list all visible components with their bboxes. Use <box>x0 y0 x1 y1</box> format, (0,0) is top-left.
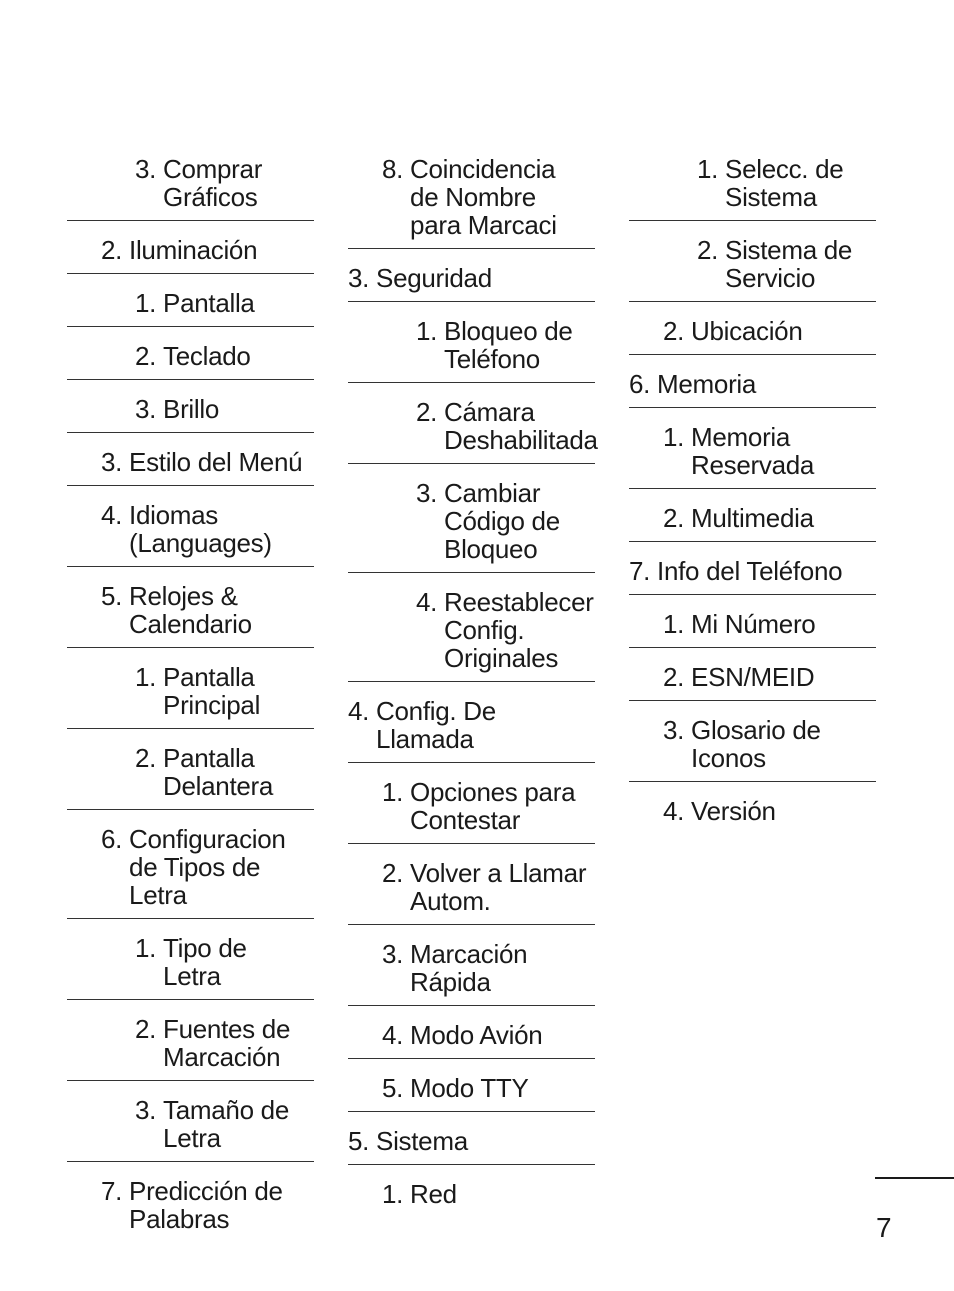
menu-entry <box>67 1162 314 1242</box>
menu-entry-label: Brillo <box>163 394 220 424</box>
menu-entry-number: 6. <box>101 824 123 854</box>
menu-entry-label: Multimedia <box>691 503 814 533</box>
menu-entry <box>67 919 314 1000</box>
menu-entry-spacer <box>156 342 163 370</box>
menu-entry-spacer <box>122 501 129 529</box>
menu-entry-number: 3. <box>135 154 157 184</box>
menu-entry <box>67 433 314 486</box>
menu-entry-spacer <box>369 264 376 292</box>
menu-entry-label: Ubicación <box>691 316 803 346</box>
menu-entry-spacer <box>684 797 691 825</box>
menu-entry-spacer <box>718 155 725 183</box>
footer-divider <box>875 1177 954 1179</box>
menu-entry-label: Reestablecer Config. Originales <box>444 587 594 673</box>
menu-entry-spacer <box>684 317 691 345</box>
menu-entry-number: 2. <box>135 1014 157 1044</box>
menu-entry-number: 1. <box>382 777 404 807</box>
menu-entry <box>629 489 876 542</box>
menu-entry-number: 7. <box>629 556 651 586</box>
menu-entry <box>348 383 598 464</box>
menu-entry-spacer <box>437 479 444 507</box>
menu-entry-label: Idiomas (Languages) <box>129 500 272 558</box>
menu-entry <box>348 844 595 925</box>
menu-entry-number: 4. <box>416 587 438 617</box>
menu-entry-spacer <box>684 716 691 744</box>
menu-entry-label: Versión <box>691 796 776 826</box>
menu-entry <box>348 152 595 249</box>
menu-entry-spacer <box>437 317 444 345</box>
menu-entry-label: Config. De Llamada <box>376 696 496 754</box>
menu-entry <box>67 274 314 327</box>
menu-entry-number: 1. <box>663 609 685 639</box>
menu-entry-label: Coincidencia de Nombre para Marcaci <box>410 154 557 240</box>
menu-entry-spacer <box>718 236 725 264</box>
menu-entry-number: 4. <box>348 696 370 726</box>
menu-column-2 <box>348 152 598 1217</box>
menu-entry <box>67 648 314 729</box>
menu-entry <box>348 1165 595 1217</box>
menu-entry <box>629 355 876 408</box>
menu-entry-spacer <box>403 778 410 806</box>
menu-entry-number: 1. <box>416 316 438 346</box>
menu-entry-spacer <box>156 1015 163 1043</box>
menu-entry-spacer <box>403 1074 410 1102</box>
menu-entry-spacer <box>650 557 657 585</box>
menu-entry-number: 1. <box>697 154 719 184</box>
menu-entry-number: 2. <box>382 858 404 888</box>
menu-entry-label: Teclado <box>163 341 251 371</box>
menu-entry <box>67 380 314 433</box>
menu-entry-spacer <box>156 663 163 691</box>
menu-entry-label: Modo TTY <box>410 1073 529 1103</box>
menu-entry <box>629 221 876 302</box>
menu-entry <box>629 302 876 355</box>
menu-entry-number: 2. <box>135 743 157 773</box>
menu-entry <box>629 595 876 648</box>
menu-entry-label: Cámara Deshabilitada <box>444 397 598 455</box>
menu-entry-label: Mi Número <box>691 609 816 639</box>
menu-entry <box>348 573 595 682</box>
menu-entry-label: Pantalla <box>163 288 255 318</box>
menu-entry-spacer <box>437 588 444 616</box>
menu-entry-label: Sistema de Servicio <box>725 235 853 293</box>
menu-entry-number: 1. <box>135 933 157 963</box>
menu-entry-number: 3. <box>135 1095 157 1125</box>
menu-entry <box>67 152 314 221</box>
menu-entry-label: Modo Avión <box>410 1020 543 1050</box>
menu-entry-label: Memoria Reservada <box>691 422 815 480</box>
menu-entry-number: 1. <box>135 288 157 318</box>
menu-entry <box>67 486 314 567</box>
menu-entry-label: Selecc. de Sistema <box>725 154 844 212</box>
menu-entry-label: Relojes & Calendario <box>129 581 252 639</box>
menu-entry-label: Tamaño de Letra <box>163 1095 289 1153</box>
menu-entry-spacer <box>122 1177 129 1205</box>
menu-entry-spacer <box>684 610 691 638</box>
menu-entry-spacer <box>122 825 129 853</box>
menu-entry-label: Seguridad <box>376 263 492 293</box>
menu-entry-spacer <box>156 155 163 183</box>
menu-entry <box>348 464 595 573</box>
menu-column-1 <box>67 152 314 1242</box>
menu-entry-label: Memoria <box>657 369 757 399</box>
menu-entry-spacer <box>156 744 163 772</box>
menu-entry-spacer <box>650 370 657 398</box>
menu-entry-number: 2. <box>663 662 685 692</box>
menu-entry-label: Pantalla Principal <box>163 662 261 720</box>
menu-entry-spacer <box>403 859 410 887</box>
menu-entry-spacer <box>403 1021 410 1049</box>
menu-entry <box>67 567 314 648</box>
menu-entry-spacer <box>122 236 129 264</box>
menu-entry-spacer <box>403 1180 410 1208</box>
menu-entry-label: Estilo del Menú <box>129 447 303 477</box>
menu-entry-label: ESN/MEID <box>691 662 815 692</box>
menu-entry-number: 6. <box>629 369 651 399</box>
menu-entry-spacer <box>156 289 163 317</box>
menu-entry-label: Glosario de Iconos <box>691 715 821 773</box>
menu-entry-spacer <box>403 940 410 968</box>
menu-entry-number: 4. <box>101 500 123 530</box>
menu-entry-label: Tipo de Letra <box>163 933 247 991</box>
menu-entry-number: 3. <box>663 715 685 745</box>
menu-entry-number: 7. <box>101 1176 123 1206</box>
menu-entry-number: 1. <box>135 662 157 692</box>
menu-entry-number: 8. <box>382 154 404 184</box>
menu-entry-number: 2. <box>416 397 438 427</box>
menu-entry <box>67 1000 314 1081</box>
menu-entry-label: Comprar Gráficos <box>163 154 263 212</box>
menu-entry-label: Sistema <box>376 1126 468 1156</box>
menu-entry <box>629 542 876 595</box>
menu-entry <box>67 221 314 274</box>
menu-entry-label: Fuentes de Marcación <box>163 1014 291 1072</box>
menu-entry-spacer <box>156 395 163 423</box>
menu-entry <box>348 249 595 302</box>
menu-entry-number: 3. <box>416 478 438 508</box>
menu-entry <box>67 1081 314 1162</box>
menu-entry-number: 5. <box>348 1126 370 1156</box>
menu-entry <box>348 682 595 763</box>
menu-entry-label: Marcación Rápida <box>410 939 528 997</box>
menu-entry-spacer <box>156 1096 163 1124</box>
menu-entry-number: 2. <box>663 316 685 346</box>
menu-entry-number: 3. <box>348 263 370 293</box>
page-number: 7 <box>876 1212 892 1243</box>
menu-entry <box>348 1059 595 1112</box>
menu-entry-label: Iluminación <box>129 235 258 265</box>
menu-entry-label: Pantalla Delantera <box>163 743 274 801</box>
menu-entry-number: 2. <box>101 235 123 265</box>
menu-entry-number: 4. <box>663 796 685 826</box>
menu-entry-label: Red <box>410 1179 457 1209</box>
menu-entry-spacer <box>684 423 691 451</box>
menu-entry-number: 1. <box>382 1179 404 1209</box>
menu-entry <box>348 1006 595 1059</box>
menu-entry <box>67 729 314 810</box>
menu-column-3 <box>629 152 876 834</box>
menu-entry <box>629 648 876 701</box>
menu-entry-label: Configuracion de Tipos de Letra <box>129 824 286 910</box>
menu-entry <box>348 1112 595 1165</box>
menu-entry-number: 2. <box>697 235 719 265</box>
menu-entry <box>348 925 595 1006</box>
menu-entry <box>348 302 595 383</box>
menu-entry <box>67 810 314 919</box>
menu-entry-number: 5. <box>382 1073 404 1103</box>
menu-entry-number: 2. <box>663 503 685 533</box>
menu-entry-label: Opciones para Contestar <box>410 777 576 835</box>
menu-entry-label: Info del Teléfono <box>657 556 843 586</box>
menu-entry-label: Predicción de Palabras <box>129 1176 283 1234</box>
menu-entry-label: Cambiar Código de Bloqueo <box>444 478 560 564</box>
menu-entry-label: Bloqueo de Teléfono <box>444 316 573 374</box>
menu-entry-spacer <box>122 582 129 610</box>
menu-entry-number: 4. <box>382 1020 404 1050</box>
menu-entry-spacer <box>369 1127 376 1155</box>
menu-entry-number: 1. <box>663 422 685 452</box>
menu-entry <box>348 763 595 844</box>
menu-entry-number: 3. <box>382 939 404 969</box>
menu-entry-number: 2. <box>135 341 157 371</box>
menu-entry-spacer <box>403 155 410 183</box>
menu-entry-number: 3. <box>135 394 157 424</box>
menu-entry <box>67 327 314 380</box>
menu-entry-spacer <box>156 934 163 962</box>
menu-entry-label: Volver a Llamar Autom. <box>410 858 587 916</box>
menu-entry <box>629 152 876 221</box>
menu-entry-number: 5. <box>101 581 123 611</box>
menu-entry <box>629 701 876 782</box>
menu-entry-number: 3. <box>101 447 123 477</box>
menu-entry-spacer <box>122 448 129 476</box>
menu-entry <box>629 782 876 834</box>
menu-entry-spacer <box>369 697 376 725</box>
menu-entry-spacer <box>437 398 444 426</box>
menu-entry-spacer <box>684 663 691 691</box>
menu-entry-spacer <box>684 504 691 532</box>
menu-entry <box>629 408 876 489</box>
